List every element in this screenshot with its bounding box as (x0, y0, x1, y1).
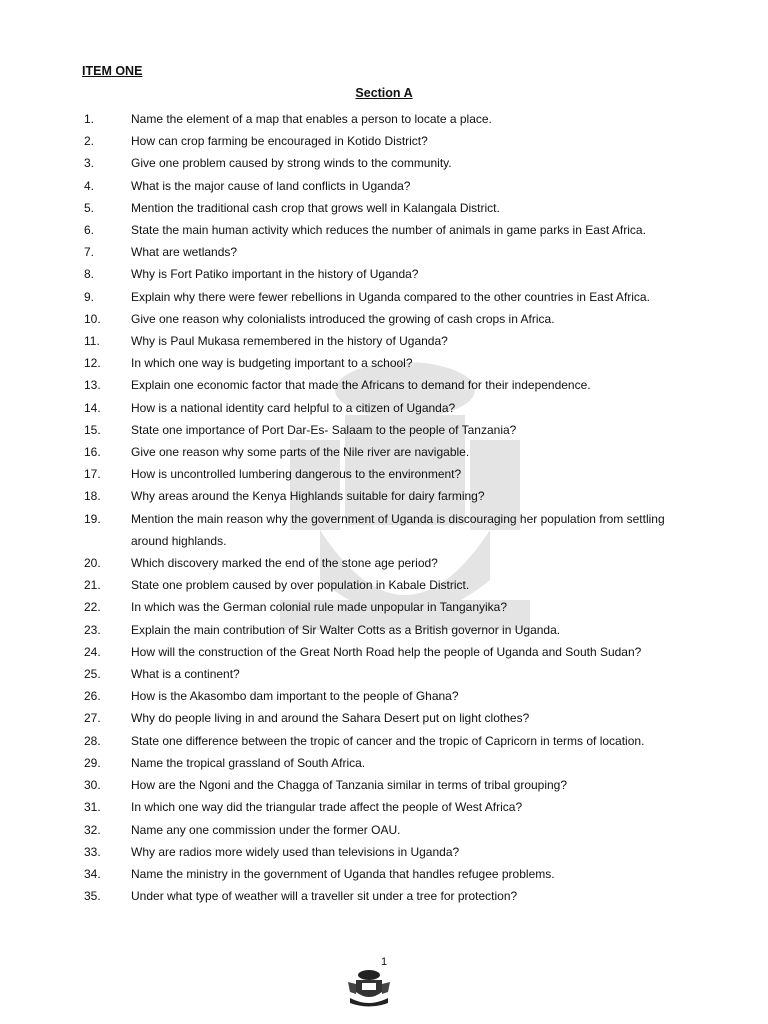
question-text: Under what type of weather will a traveller sit under a tree for protection? (131, 889, 518, 904)
school-crest-icon (344, 968, 394, 1008)
question-number: 23. (84, 622, 101, 637)
question-number: 9. (84, 289, 95, 304)
item-title: ITEM ONE (82, 64, 143, 78)
question-item (0, 397, 768, 419)
question-number: 21. (84, 578, 101, 593)
question-text: Name the ministry in the government of Uganda that handles refugee problems. (131, 866, 555, 881)
question-item (0, 707, 768, 729)
question-number: 1. (84, 112, 95, 126)
question-text: Why areas around the Kenya Highlands suitable for dairy farming? (131, 489, 485, 504)
question-item (0, 752, 768, 774)
question-text: How is the Akasombo dam important to the people of Ghana? (131, 689, 459, 704)
question-text: State one problem caused by over population in Kabale District. (131, 578, 470, 593)
question-text: How is a national identity card helpful to a citizen of Uganda? (131, 400, 456, 415)
question-text: Mention the traditional cash crop that grows well in Kalangala District. (131, 200, 500, 215)
question-number: 15. (84, 422, 101, 437)
question-item (0, 485, 768, 507)
question-item (0, 286, 768, 308)
question-number: 11. (84, 334, 100, 349)
question-text: Give one reason why colonialists introduced the growing of cash crops in Africa. (131, 311, 555, 326)
question-item (0, 863, 768, 885)
question-text: In which one way is budgeting important to a school? (131, 356, 413, 371)
question-number: 6. (84, 223, 95, 238)
question-text: Name any one commission under the former OAU. (131, 822, 401, 837)
question-item (0, 796, 768, 818)
question-item (0, 130, 768, 152)
question-item (0, 263, 768, 285)
question-list (0, 108, 768, 907)
question-item (0, 330, 768, 352)
question-item (0, 552, 768, 574)
question-text: What is the major cause of land conflicts in Uganda? (131, 178, 411, 193)
question-item (0, 641, 768, 663)
question-number: 14. (84, 400, 101, 415)
question-text: Mention the main reason why the government of Uganda is discouraging her population from settling around highlands. (131, 511, 665, 548)
question-text: What are wetlands? (131, 245, 238, 260)
question-item (0, 308, 768, 330)
section-title: Section A (355, 86, 413, 100)
question-text: Give one reason why some parts of the Nile river are navigable. (131, 445, 470, 460)
question-number: 8. (84, 267, 95, 282)
question-number: 32. (84, 822, 101, 837)
question-text: Name the tropical grassland of South Africa. (131, 755, 366, 770)
question-text: Why is Paul Mukasa remembered in the history of Uganda? (131, 334, 448, 349)
question-number: 13. (84, 378, 101, 393)
question-item (0, 152, 768, 174)
question-number: 3. (84, 156, 95, 171)
question-item (0, 352, 768, 374)
question-number: 28. (84, 733, 101, 748)
question-item (0, 730, 768, 752)
question-number: 7. (84, 245, 95, 260)
question-text: Explain why there were fewer rebellions in Uganda compared to the other countries in East Africa. (131, 289, 650, 304)
question-number: 20. (84, 556, 101, 571)
question-number: 27. (84, 711, 101, 726)
question-text: State the main human activity which reduces the number of animals in game parks in East Africa. (131, 223, 646, 238)
question-item (0, 219, 768, 241)
question-number: 12. (84, 356, 101, 371)
question-number: 35. (84, 889, 101, 904)
question-number: 19. (84, 511, 101, 526)
question-item (0, 685, 768, 707)
page-number: 1 (380, 956, 388, 968)
question-number: 29. (84, 755, 101, 770)
question-text: Why are radios more widely used than televisions in Uganda? (131, 844, 460, 859)
question-number: 18. (84, 489, 101, 504)
question-text: Give one problem caused by strong winds to the community. (131, 156, 452, 171)
question-text: State one importance of Port Dar-Es- Salaam to the people of Tanzania? (131, 422, 517, 437)
question-item (0, 441, 768, 463)
question-item (0, 241, 768, 263)
question-number: 10. (84, 311, 101, 326)
question-number: 17. (84, 467, 101, 482)
question-text: How will the construction of the Great North Road help the people of Uganda and South Sudan? (131, 644, 642, 659)
question-number: 2. (84, 134, 95, 149)
question-item (0, 197, 768, 219)
question-text: Name the element of a map that enables a person to locate a place. (131, 112, 492, 126)
question-number: 4. (84, 178, 95, 193)
question-text: What is a continent? (131, 667, 240, 682)
question-item (0, 463, 768, 485)
question-number: 16. (84, 445, 101, 460)
question-item (0, 619, 768, 641)
question-item (0, 419, 768, 441)
question-item (0, 508, 768, 552)
question-item (0, 774, 768, 796)
question-text: How can crop farming be encouraged in Kotido District? (131, 134, 428, 149)
question-number: 24. (84, 644, 101, 659)
question-item (0, 663, 768, 685)
question-text: Explain one economic factor that made the Africans to demand for their independence. (131, 378, 591, 393)
question-item (0, 841, 768, 863)
question-item (0, 175, 768, 197)
question-number: 25. (84, 667, 101, 682)
question-text: Why do people living in and around the Sahara Desert put on light clothes? (131, 711, 530, 726)
question-number: 34. (84, 866, 101, 881)
question-item (0, 596, 768, 618)
question-text: How are the Ngoni and the Chagga of Tanzania similar in terms of tribal grouping? (131, 778, 568, 793)
question-item (0, 885, 768, 907)
question-text: Explain the main contribution of Sir Walter Cotts as a British governor in Uganda. (131, 622, 561, 637)
question-text: Which discovery marked the end of the stone age period? (131, 556, 438, 571)
question-text: How is uncontrolled lumbering dangerous to the environment? (131, 467, 462, 482)
question-text: State one difference between the tropic of cancer and the tropic of Capricorn in terms of location. (131, 733, 645, 748)
question-text: In which was the German colonial rule made unpopular in Tanganyika? (131, 600, 508, 615)
question-number: 31. (84, 800, 101, 815)
question-item (0, 819, 768, 841)
question-item (0, 574, 768, 596)
question-number: 5. (84, 200, 95, 215)
question-text: Why is Fort Patiko important in the history of Uganda? (131, 267, 419, 282)
question-number: 22. (84, 600, 101, 615)
question-item (0, 108, 768, 130)
question-number: 26. (84, 689, 101, 704)
question-number: 33. (84, 844, 101, 859)
question-item (0, 374, 768, 396)
question-text: In which one way did the triangular trade affect the people of West Africa? (131, 800, 523, 815)
question-number: 30. (84, 778, 101, 793)
